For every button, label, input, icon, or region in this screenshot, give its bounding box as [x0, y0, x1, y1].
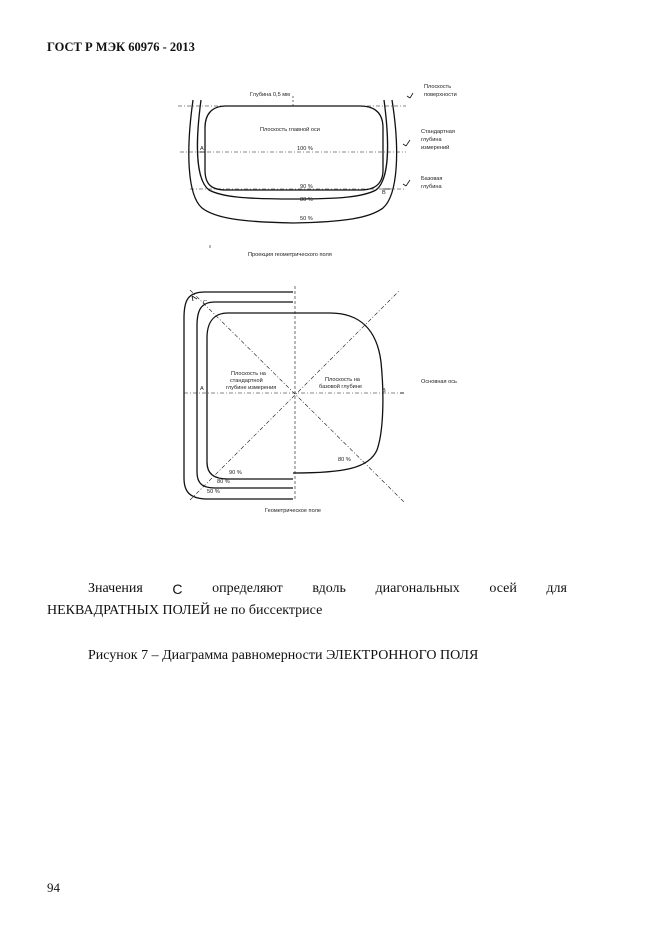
iso-100-label: 100 %	[297, 146, 313, 152]
standard-depth-label-1: Стандартная	[421, 129, 455, 135]
main-axis-plane-label: Плоскость главной оси	[260, 127, 320, 133]
bottom-figure-labels	[200, 300, 457, 514]
note-line-1	[47, 578, 567, 600]
marker-b-bottom: B	[382, 388, 386, 394]
iso-90-bottom-label: 90 %	[229, 470, 242, 476]
iso-50-label: 50 %	[300, 216, 313, 222]
marker-a-top: A	[200, 146, 204, 152]
top-figure-labels	[200, 84, 457, 258]
diagonal-1	[190, 290, 404, 502]
arrow-base	[403, 180, 410, 186]
standard-depth-label-3: измерений	[421, 145, 450, 151]
surface-plane-label-1: Плоскость	[424, 84, 452, 90]
iso-50-bottom-label: 50 %	[207, 489, 220, 495]
surface-plane-label-2: поверхности	[424, 92, 457, 98]
arrow-standard	[403, 140, 410, 146]
figure-caption: Рисунок 7 – Диаграмма равномерности ЭЛЕКТРОННОГО ПОЛЯ	[88, 648, 479, 663]
standard-depth-label-2: глубина	[421, 137, 442, 143]
isodose-50-top	[189, 100, 397, 223]
plane-standard-label-2: стандартной	[230, 378, 263, 384]
isodose-80-bottom	[197, 302, 293, 488]
iso-90-label: 90 %	[300, 184, 313, 190]
isodose-90-bottom	[207, 313, 293, 479]
iso-80-bottom-label: 80 %	[217, 479, 230, 485]
arrow-surface	[407, 93, 413, 98]
note-line-2: НЕКВАДРАТНЫХ ПОЛЕЙ не по биссектрисе	[47, 603, 323, 618]
isodose-80-top	[197, 100, 387, 199]
plane-standard-label-3: глубине измерения	[226, 385, 277, 391]
isodose-50-bottom	[184, 292, 293, 499]
note-word: диагональных	[375, 581, 460, 596]
bottom-figure-caption: Геометрическое поле	[265, 508, 321, 514]
arrow-c	[192, 296, 197, 301]
iso-80-label: 80 %	[300, 197, 313, 203]
isodose-90-top	[205, 106, 383, 190]
plane-base-label-1: Плоскость на	[325, 377, 360, 383]
top-figure-caption: Проекция геометрического поля	[248, 252, 332, 258]
marker-c: C	[203, 300, 208, 306]
page-number: 94	[47, 880, 60, 895]
depth-label: Глубина 0,5 мм	[250, 92, 290, 98]
marker-a-bottom: A	[200, 386, 204, 392]
plane-standard-label-1: Плоскость на	[231, 371, 266, 377]
note-word: вдоль	[312, 581, 346, 596]
note-word: определяют	[212, 581, 283, 596]
base-depth-label-2: глубина	[421, 184, 442, 190]
document-header: ГОСТ Р МЭК 60976 - 2013	[47, 40, 195, 54]
note-word: С	[172, 581, 183, 597]
iso-80-right-label: 80 %	[338, 457, 351, 463]
plane-base-label-2: базовой глубине	[319, 384, 363, 390]
note-word: для	[546, 581, 567, 596]
main-axis-label: Основная ось	[421, 379, 457, 385]
base-depth-label-1: Базовая	[421, 176, 443, 182]
note-word: осей	[489, 581, 517, 596]
note-word: Значения	[88, 581, 143, 596]
top-figure	[178, 93, 413, 248]
marker-b-top: B	[382, 190, 386, 196]
bottom-figure	[184, 286, 404, 502]
figure-note	[47, 578, 567, 622]
